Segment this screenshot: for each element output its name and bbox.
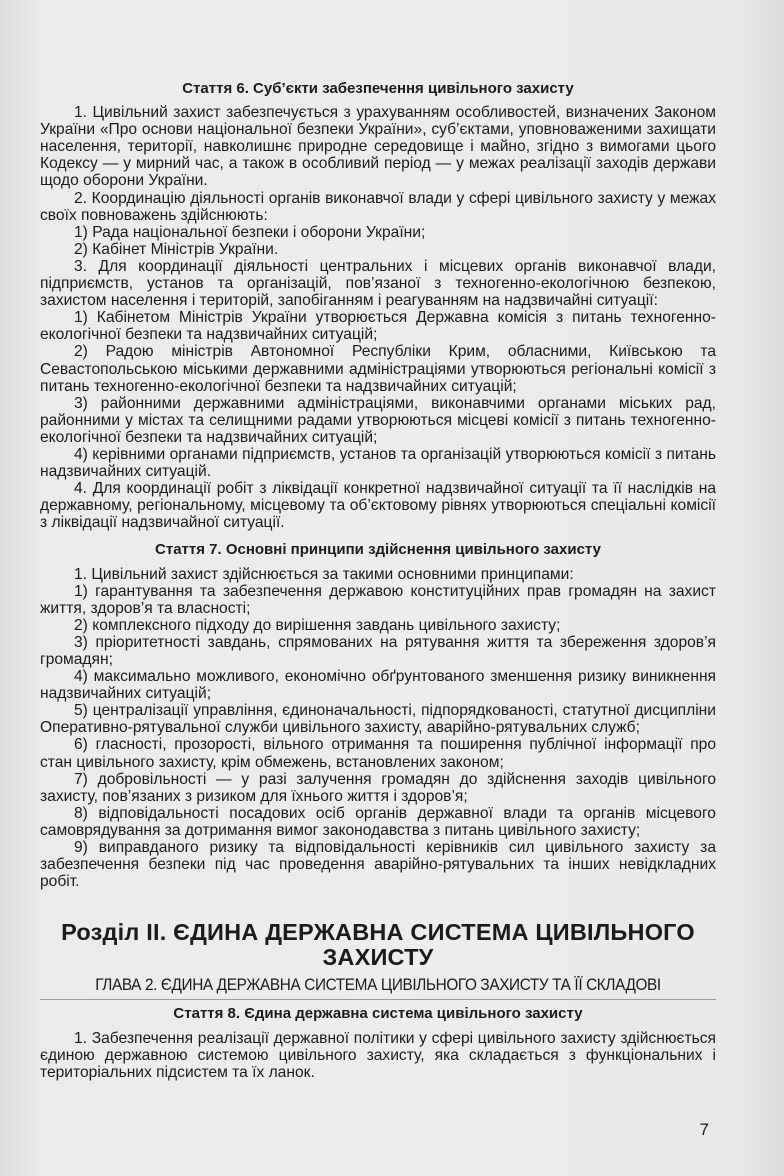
- article-7-paragraph-1: 1. Цивільний захист здійснюється за такими основними принципами:: [74, 565, 574, 583]
- article-7-item: 6) гласності, прозорості, вільного отримання та поширення публічної інформації про стан цивільного захисту, крім обмежень, встановлених законом;: [40, 736, 716, 771]
- article-7-item: 1) гарантування та забезпечення державою конституційних прав громадян на захист життя, здоров’я та власності;: [40, 582, 716, 617]
- article-6-p3-item: 4) керівними органами підприємств, установ та організацій утворюються комісії з питань надзвичайних ситуацій.: [40, 445, 716, 481]
- article-7-item: 2) комплексного підходу до вирішення завдань цивільного захисту;: [74, 616, 561, 634]
- article-6-paragraph-3: 3. Для координації діяльності центральних і місцевих органів виконавчої влади, підприємств, установ та організацій, пов’язаної з техногенно-екологічною безпекою, захистом населення і територій, запобіганням і реагуванням на надзвичайні ситуації:: [40, 257, 716, 310]
- article-7-item: 8) відповідальності посадових осіб органів державної влади та органів місцевого самоврядування за дотримання вимог законодавства з питань цивільного захисту;: [40, 804, 716, 839]
- article-6-p2-item: 1) Рада національної безпеки і оборони України;: [74, 223, 426, 241]
- article-6-paragraph-1: 1. Цивільний захист забезпечується з урахуванням особливостей, визначених Законом України «Про основи національної безпеки України», суб’єктами, уповноваженими захищати населення, території, навколишнє природне середовище і майно, згідно з вимогами цього Кодексу — у мирний час, а також в особливий період — у межах реалізації заходів держави щодо оборони України.: [40, 104, 716, 190]
- article-7-title: Стаття 7. Основні принципи здійснення цивільного захисту: [155, 541, 601, 559]
- page-number: 7: [699, 1120, 709, 1139]
- article-7-item: 4) максимально можливого, економічно обґрунтованого зменшення ризику виникнення надзвичайних ситуацій;: [40, 668, 716, 703]
- article-7-item: 7) добровільності — у разі залучення громадян до здійснення заходів цивільного захисту, пов’язаних з ризиком для їхнього життя і здоров’я;: [40, 770, 716, 805]
- section-2-title: Розділ II. ЄДИНА ДЕРЖАВНА СИСТЕМА ЦИВІЛЬНОГО ЗАХИСТУ: [61, 919, 695, 970]
- chapter-divider: [40, 999, 716, 1000]
- article-8-paragraph-1: 1. Забезпечення реалізації державної політики у сфері цивільного захисту здійснюється єдиною державною системою цивільного захисту, яка складається з функціональних і територіальних підсистем та їх ланок.: [40, 1029, 716, 1081]
- article-7-item: 3) пріоритетності завдань, спрямованих на рятування життя та збереження здоров’я громадян;: [40, 633, 716, 668]
- article-6-paragraph-2: 2. Координацію діяльності органів виконавчої влади у сфері цивільного захисту у межах своїх повноважень здійснюють:: [40, 189, 716, 224]
- article-6-p3-item: 3) районними державними адміністраціями, виконавчими органами міських рад, районними у містах та селищними радами утворюються місцеві комісії з питань техногенно-екологічної безпеки та надзвичайних ситуацій;: [40, 394, 716, 446]
- article-6-paragraph-4: 4. Для координації робіт з ліквідації конкретної надзвичайної ситуації та її наслідків на державному, регіональному, місцевому та об’єктовому рівнях утворюються спеціальні комісії з ліквідації надзвичайної ситуації.: [40, 480, 716, 532]
- article-6-title: Стаття 6. Суб’єкти забезпечення цивільного захисту: [182, 80, 574, 97]
- article-6-p3-item: 1) Кабінетом Міністрів України утворюється Державна комісія з питань техногенно-екологічної безпеки та надзвичайних ситуацій;: [40, 309, 716, 344]
- article-6-p2-item: 2) Кабінет Міністрів України.: [74, 240, 279, 258]
- article-7-item: 9) виправданого ризику та відповідальності керівників сил цивільного захисту за забезпечення безпеки під час проведення аварійно-рятувальних та інших невідкладних робіт.: [40, 839, 716, 891]
- chapter-2-title: ГЛАВА 2. ЄДИНА ДЕРЖАВНА СИСТЕМА ЦИВІЛЬНОГО ЗАХИСТУ ТА ЇЇ СКЛАДОВІ: [95, 976, 661, 995]
- article-7-item: 5) централізації управління, єдиноначальності, підпорядкованості, статутної дисципліни Оперативно-рятувальної служби цивільного захисту, аварійно-рятувальних служб;: [40, 702, 716, 737]
- page-content: [40, 80, 716, 1081]
- article-6-p3-item: 2) Радою міністрів Автономної Республіки Крим, обласними, Київською та Севастопольською міськими державними адміністраціями утворюються регіональні комісії з питань техногенно-екологічної безпеки та надзвичайних ситуацій;: [40, 343, 716, 395]
- article-8-title: Стаття 8. Єдина державна система цивільного захисту: [173, 1005, 583, 1023]
